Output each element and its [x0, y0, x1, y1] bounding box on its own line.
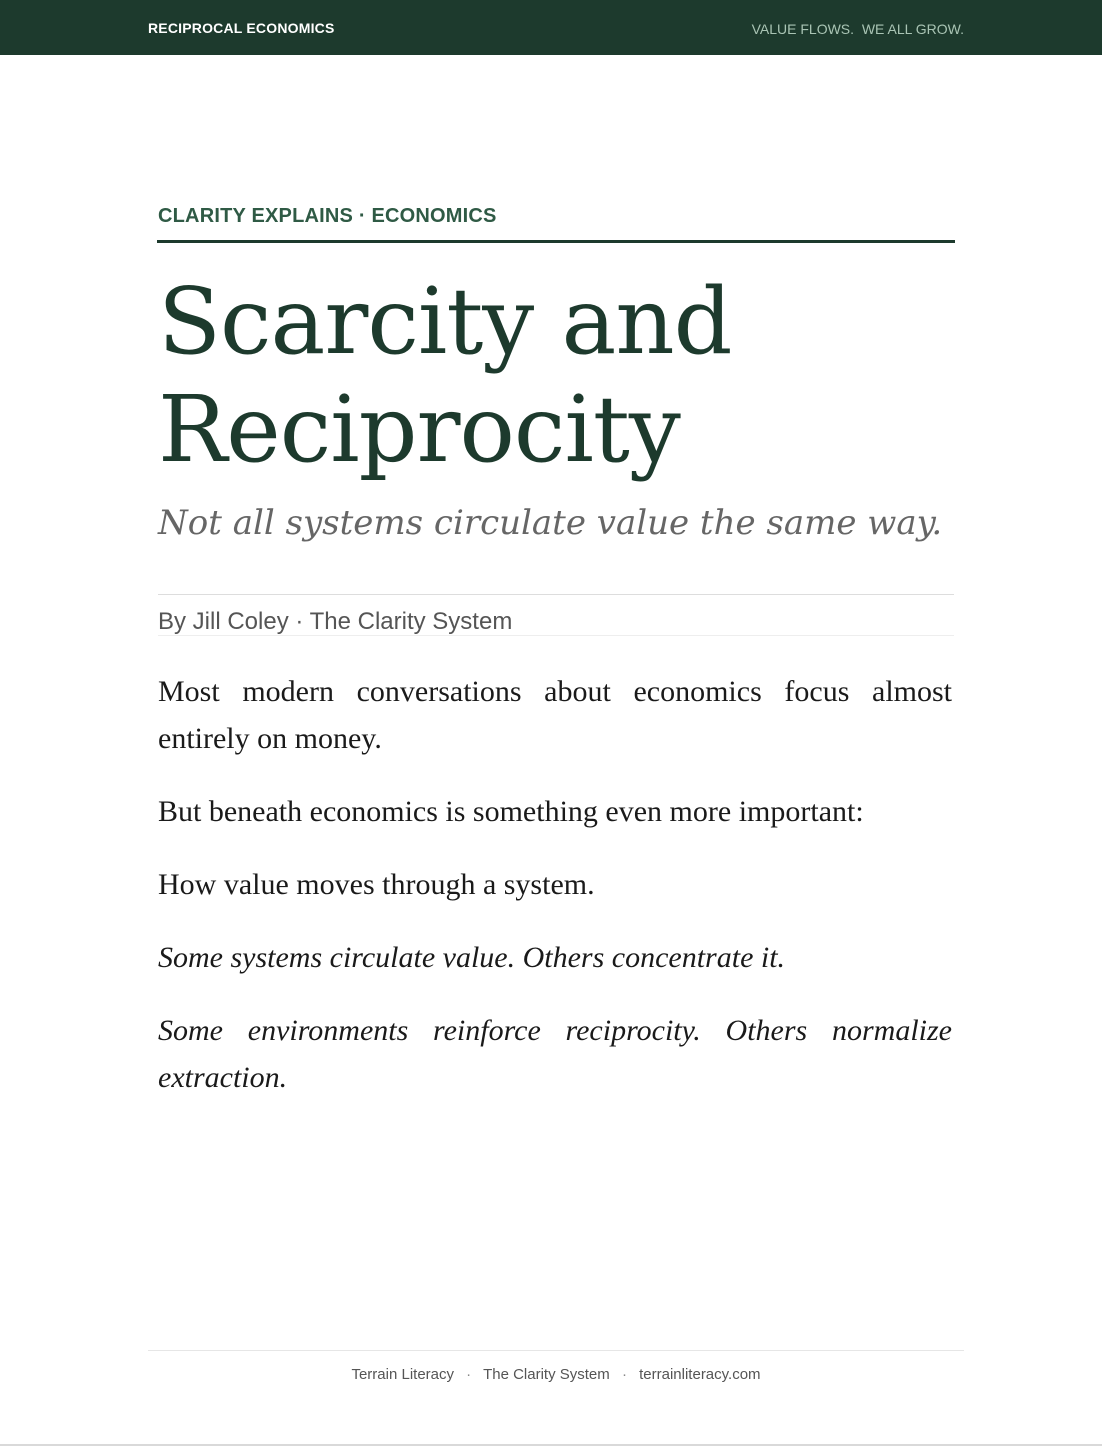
- article-kicker: CLARITY EXPLAINS · ECONOMICS: [158, 205, 497, 227]
- footer-website-link[interactable]: terrainliteracy.com: [639, 1366, 761, 1383]
- article-title-line-1: Scarcity and: [158, 268, 732, 375]
- body-paragraph: But beneath economics is something even more important:: [158, 795, 864, 828]
- body-paragraph: How value moves through a system.: [158, 868, 595, 901]
- article-title: [158, 268, 954, 484]
- article-title-line-2: Reciprocity: [158, 376, 680, 483]
- kicker-divider: [157, 240, 955, 243]
- footer-item-terrain-literacy: Terrain Literacy: [351, 1366, 454, 1383]
- body-paragraph-italic: Some environments reinforce reciprocity. Others normalize extraction.: [158, 1014, 952, 1094]
- byline-divider-top: [158, 594, 954, 595]
- site-brand-link[interactable]: RECIPROCAL ECONOMICS: [148, 20, 335, 36]
- article-body: [158, 668, 952, 1127]
- body-paragraph-italic: Some systems circulate value. Others concentrate it.: [158, 941, 786, 974]
- footer-item-clarity-system: The Clarity System: [483, 1366, 610, 1383]
- site-header: [0, 0, 1102, 55]
- article-byline: By Jill Coley · The Clarity System: [158, 608, 513, 635]
- footer-separator: ·: [621, 1366, 627, 1383]
- body-paragraph: Most modern conversations about economics focus almost entirely on money.: [158, 675, 952, 755]
- footer-divider: [148, 1350, 964, 1351]
- site-tagline: VALUE FLOWS. WE ALL GROW.: [751, 21, 964, 37]
- byline-divider-bottom: [158, 635, 954, 636]
- site-footer: [148, 1366, 964, 1383]
- footer-separator: ·: [466, 1366, 472, 1383]
- article-subtitle: Not all systems circulate value the same way.: [158, 503, 943, 543]
